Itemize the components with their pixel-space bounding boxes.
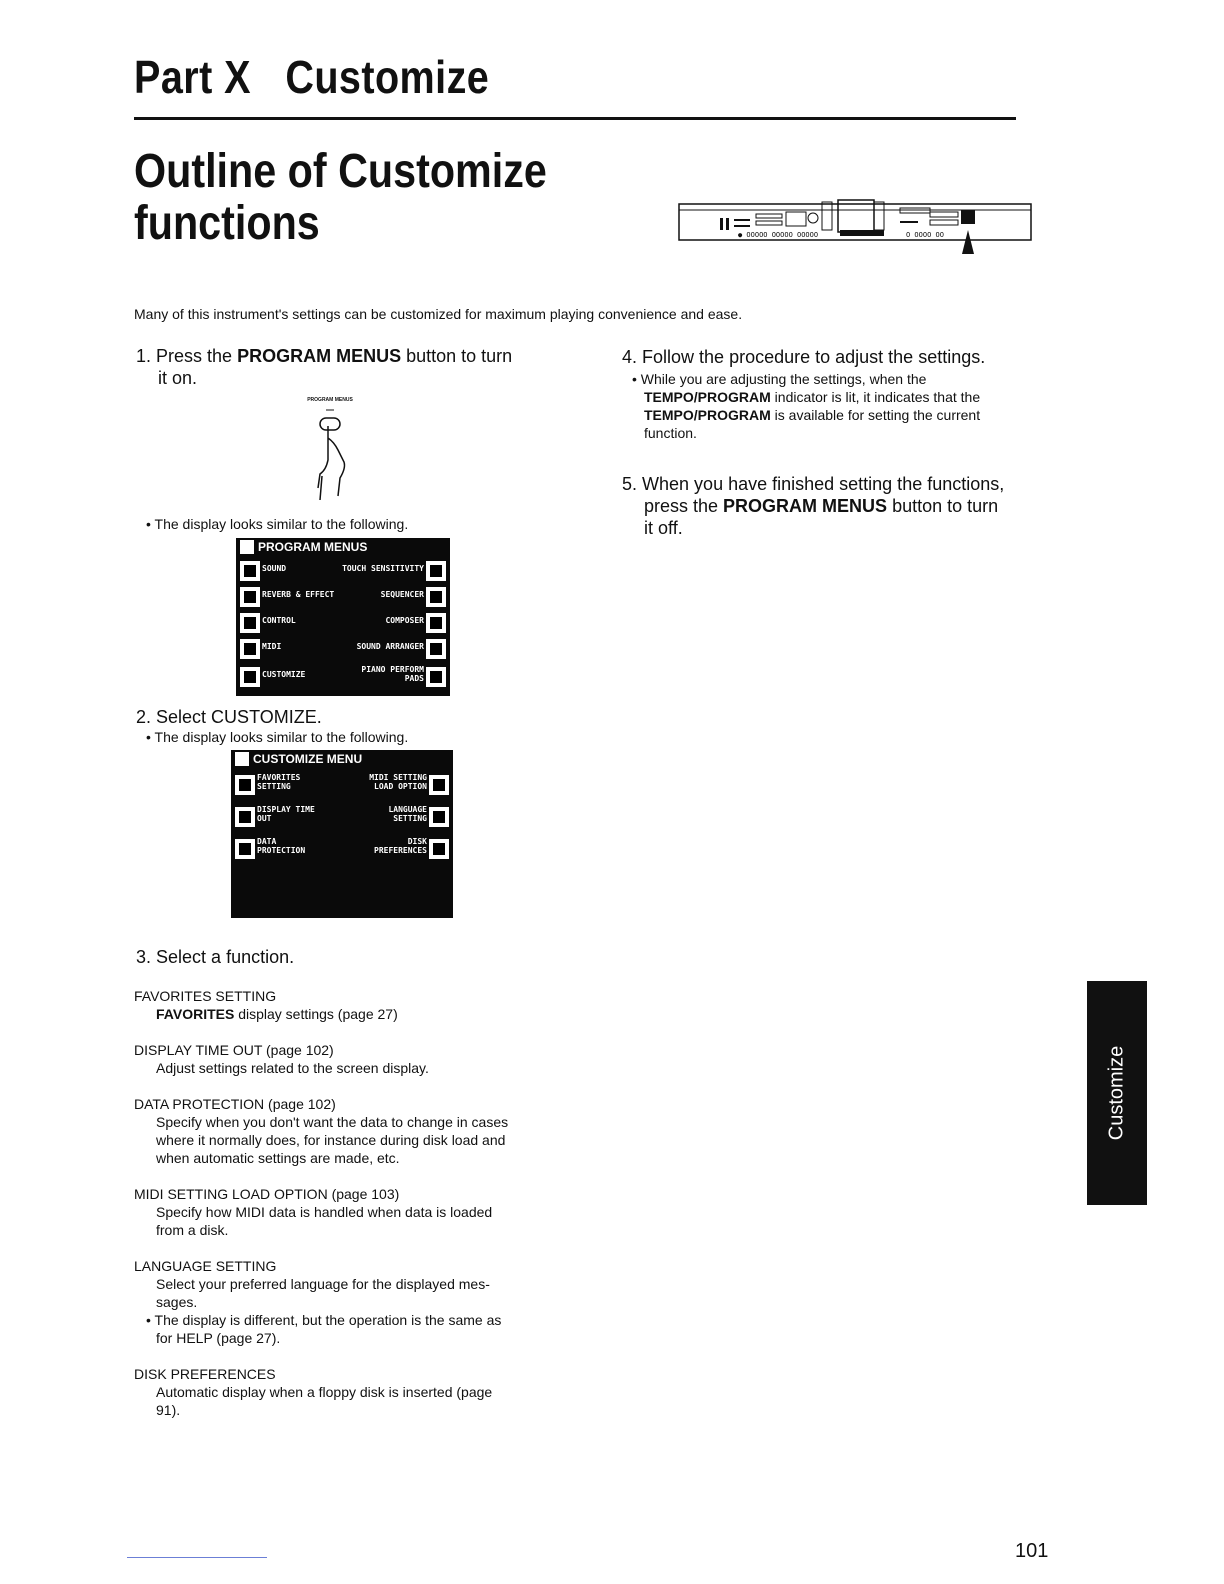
- svg-text:O OOOO OO: O OOOO OO: [906, 231, 944, 239]
- part-title: [134, 50, 489, 104]
- lcd2-row-label-left: [257, 773, 300, 791]
- function-favorites-body: display settings (page 27): [234, 1006, 398, 1022]
- customize-icon: [240, 667, 260, 687]
- footer-line: [127, 1557, 267, 1558]
- function-favorites: [134, 987, 564, 1023]
- function-language-setting: [134, 1257, 564, 1347]
- customize-menu-icon: [235, 752, 249, 766]
- lcd1-row: [236, 558, 450, 584]
- step-1-number: 1.: [136, 346, 152, 366]
- composer-icon: [426, 613, 446, 633]
- lcd2-row: [231, 834, 453, 864]
- chapter-side-tab-label: Customize: [1105, 1045, 1128, 1141]
- step-4-bold-tempo-1: TEMPO/PROGRAM: [644, 389, 771, 405]
- step-5-bold: PROGRAM MENUS: [723, 496, 888, 516]
- step-1-line2: it on.: [158, 368, 198, 388]
- lcd1-label-piano-perform: PIANO PERFORM: [361, 665, 424, 674]
- step-5-line2: [622, 495, 1044, 517]
- function-midi-desc-line: from a disk.: [156, 1222, 229, 1238]
- midi-setting-load-option-icon: [429, 775, 449, 795]
- step-2-number: 2.: [136, 707, 152, 727]
- lcd2-row-label-right: [388, 805, 427, 823]
- lcd2-label-setting: SETTING: [257, 782, 291, 791]
- function-favorites-title: FAVORITES SETTING: [134, 988, 277, 1004]
- function-midi-title: MIDI SETTING LOAD OPTION (page 103): [134, 1186, 400, 1202]
- lcd2-label-language: LANGUAGE: [388, 805, 427, 814]
- step-4-bullet: [622, 370, 1044, 442]
- chapter-side-tab: [1087, 981, 1147, 1205]
- lcd2-label-disk: DISK: [407, 837, 427, 846]
- lcd2-label-display-time: DISPLAY TIME: [257, 805, 315, 814]
- function-display-time-out-desc: Adjust settings related to the screen display.: [156, 1060, 429, 1076]
- lcd2-label-out: OUT: [257, 814, 272, 823]
- lcd2-label-data: DATA: [257, 837, 277, 846]
- lcd1-row-label-left: CUSTOMIZE: [262, 670, 306, 679]
- program-menus-display: [236, 538, 450, 696]
- step-4-bullet-line1: • While you are adjusting the settings, when the: [632, 371, 927, 387]
- function-favorites-bold: FAVORITES: [156, 1006, 235, 1022]
- customize-menu-display: [231, 750, 453, 918]
- lcd1-row: [236, 610, 450, 636]
- step-1-bullet: • The display looks similar to the following.: [146, 516, 409, 532]
- function-midi-desc-line: Specify how MIDI data is handled when data is loaded: [156, 1204, 493, 1220]
- step-4-bullet-mid: indicator is lit, it indicates that the: [770, 389, 981, 405]
- step-4-bullet-post: is available for setting the current: [770, 407, 981, 423]
- lcd1-row: [236, 636, 450, 662]
- step-4-bold-tempo-2: TEMPO/PROGRAM: [644, 407, 771, 423]
- lcd1-row-label-right: SEQUENCER: [380, 590, 424, 599]
- function-display-time-out-title: DISPLAY TIME OUT (page 102): [134, 1042, 334, 1058]
- step-5: [622, 473, 1044, 539]
- section-title: [134, 146, 547, 250]
- language-setting-icon: [429, 807, 449, 827]
- favorites-setting-icon: [235, 775, 255, 795]
- step-1-bold: PROGRAM MENUS: [237, 346, 402, 366]
- function-language-title: LANGUAGE SETTING: [134, 1258, 277, 1274]
- part-name: Customize: [285, 51, 490, 103]
- lcd1-row-label-left: CONTROL: [262, 616, 296, 625]
- lcd2-row-label-left: [257, 837, 305, 855]
- display-time-out-icon: [235, 807, 255, 827]
- title-divider: [134, 117, 1016, 120]
- step-5-line1: When you have finished setting the functions,: [642, 474, 1005, 494]
- function-midi-setting-load-option: [134, 1185, 564, 1239]
- program-menus-button-label: PROGRAM MENUS: [307, 397, 353, 403]
- part-label: Part X: [134, 51, 251, 103]
- function-favorites-desc: [134, 1005, 564, 1023]
- lcd2-label-midi-setting: MIDI SETTING: [369, 773, 427, 782]
- lcd2-label-language-setting: SETTING: [393, 814, 427, 823]
- step-1-text-pre: Press the: [156, 346, 238, 366]
- function-list: [134, 987, 564, 1419]
- lcd1-row: [236, 584, 450, 610]
- data-protection-icon: [235, 839, 255, 859]
- function-language-bullet: • The display is different, but the operation is the same as: [146, 1312, 502, 1328]
- lcd1-row: [236, 664, 450, 690]
- lcd1-row-label-right: TOUCH SENSITIVITY: [342, 564, 424, 573]
- touch-sensitivity-icon: [426, 561, 446, 581]
- page-number: 101: [1015, 1540, 1049, 1562]
- lcd2-label-load-option: LOAD OPTION: [374, 782, 427, 791]
- function-data-protection: [134, 1095, 564, 1167]
- reverb-effect-icon: [240, 587, 260, 607]
- step-4-text: Follow the procedure to adjust the settings.: [642, 347, 986, 367]
- lcd2-row-label-right: [374, 837, 427, 855]
- step-5-text-post: button to turn: [887, 496, 999, 516]
- function-language-desc-line: sages.: [156, 1294, 198, 1310]
- lcd1-row-label-left: MIDI: [262, 642, 282, 651]
- step-1: [136, 345, 512, 389]
- step-1-text-post: button to turn: [401, 346, 513, 366]
- sound-icon: [240, 561, 260, 581]
- program-menus-display-header: [236, 538, 450, 556]
- lcd2-row: [231, 770, 453, 800]
- step-3-text: Select a function.: [156, 947, 295, 967]
- section-title-line2: functions: [134, 197, 320, 250]
- function-disk-desc-line: 91).: [156, 1402, 181, 1418]
- lcd2-label-protection: PROTECTION: [257, 846, 306, 855]
- lcd2-row-label-right: [369, 773, 427, 791]
- function-data-protection-title: DATA PROTECTION (page 102): [134, 1096, 336, 1112]
- function-language-desc-line: Select your preferred language for the displayed mes-: [156, 1276, 490, 1292]
- program-menus-display-title: PROGRAM MENUS: [258, 540, 368, 554]
- step-3: [136, 946, 294, 968]
- function-disk-preferences: [134, 1365, 564, 1419]
- step-5-line3: it off.: [644, 518, 683, 538]
- lcd1-row-label-right: [361, 665, 424, 683]
- program-menus-icon: [240, 540, 254, 554]
- svg-text:● OOOOO OOOOO OOOOO: ● OOOOO OOOOO OOOOO: [738, 231, 819, 239]
- step-4-bullet-line3: [632, 406, 1044, 424]
- lcd2-row-label-left: [257, 805, 315, 823]
- customize-menu-display-header: [231, 750, 453, 768]
- step-4-title: [622, 346, 1044, 368]
- step-4: [622, 346, 1044, 442]
- step-4-number: 4.: [622, 347, 638, 367]
- section-title-line1: Outline of Customize: [134, 145, 547, 198]
- step-5-number: 5.: [622, 474, 638, 494]
- lcd1-row-label-right: COMPOSER: [385, 616, 424, 625]
- function-data-protection-desc-line: where it normally does, for instance during disk load and: [156, 1132, 506, 1148]
- function-data-protection-desc-line: when automatic settings are made, etc.: [156, 1150, 400, 1166]
- lcd1-row-label-right: SOUND ARRANGER: [356, 642, 424, 651]
- function-data-protection-desc-line: Specify when you don't want the data to change in cases: [156, 1114, 509, 1130]
- step-2-bullet: • The display looks similar to the following.: [146, 729, 409, 745]
- customize-menu-display-title: CUSTOMIZE MENU: [253, 752, 363, 766]
- lcd1-label-pads: PADS: [404, 674, 424, 683]
- function-disk-title: DISK PREFERENCES: [134, 1366, 276, 1382]
- lcd1-row-label-left: REVERB & EFFECT: [262, 590, 335, 599]
- intro-text: Many of this instrument's settings can be customized for maximum playing convenience and ease.: [134, 306, 743, 322]
- instrument-panel-illustration: [678, 196, 1034, 258]
- piano-perform-pads-icon: [426, 667, 446, 687]
- step-2-text: Select CUSTOMIZE.: [156, 707, 322, 727]
- disk-preferences-icon: [429, 839, 449, 859]
- function-display-time-out: [134, 1041, 564, 1077]
- sequencer-icon: [426, 587, 446, 607]
- step-4-bullet-line2: [632, 388, 1044, 406]
- step-4-bullet-end: function.: [644, 425, 697, 441]
- lcd2-label-preferences: PREFERENCES: [374, 846, 427, 855]
- midi-icon: [240, 639, 260, 659]
- function-language-bullet-cont: for HELP (page 27).: [156, 1330, 281, 1346]
- finger-press-icon: [300, 408, 360, 504]
- step-3-number: 3.: [136, 947, 152, 967]
- lcd2-row: [231, 802, 453, 832]
- sound-arranger-icon: [426, 639, 446, 659]
- control-icon: [240, 613, 260, 633]
- step-2: [136, 706, 322, 728]
- lcd1-row-label-left: SOUND: [262, 564, 287, 573]
- function-disk-desc-line: Automatic display when a floppy disk is inserted (page: [156, 1384, 493, 1400]
- lcd2-label-favorites: FAVORITES: [257, 773, 301, 782]
- step-5-text-pre: press the: [644, 496, 724, 516]
